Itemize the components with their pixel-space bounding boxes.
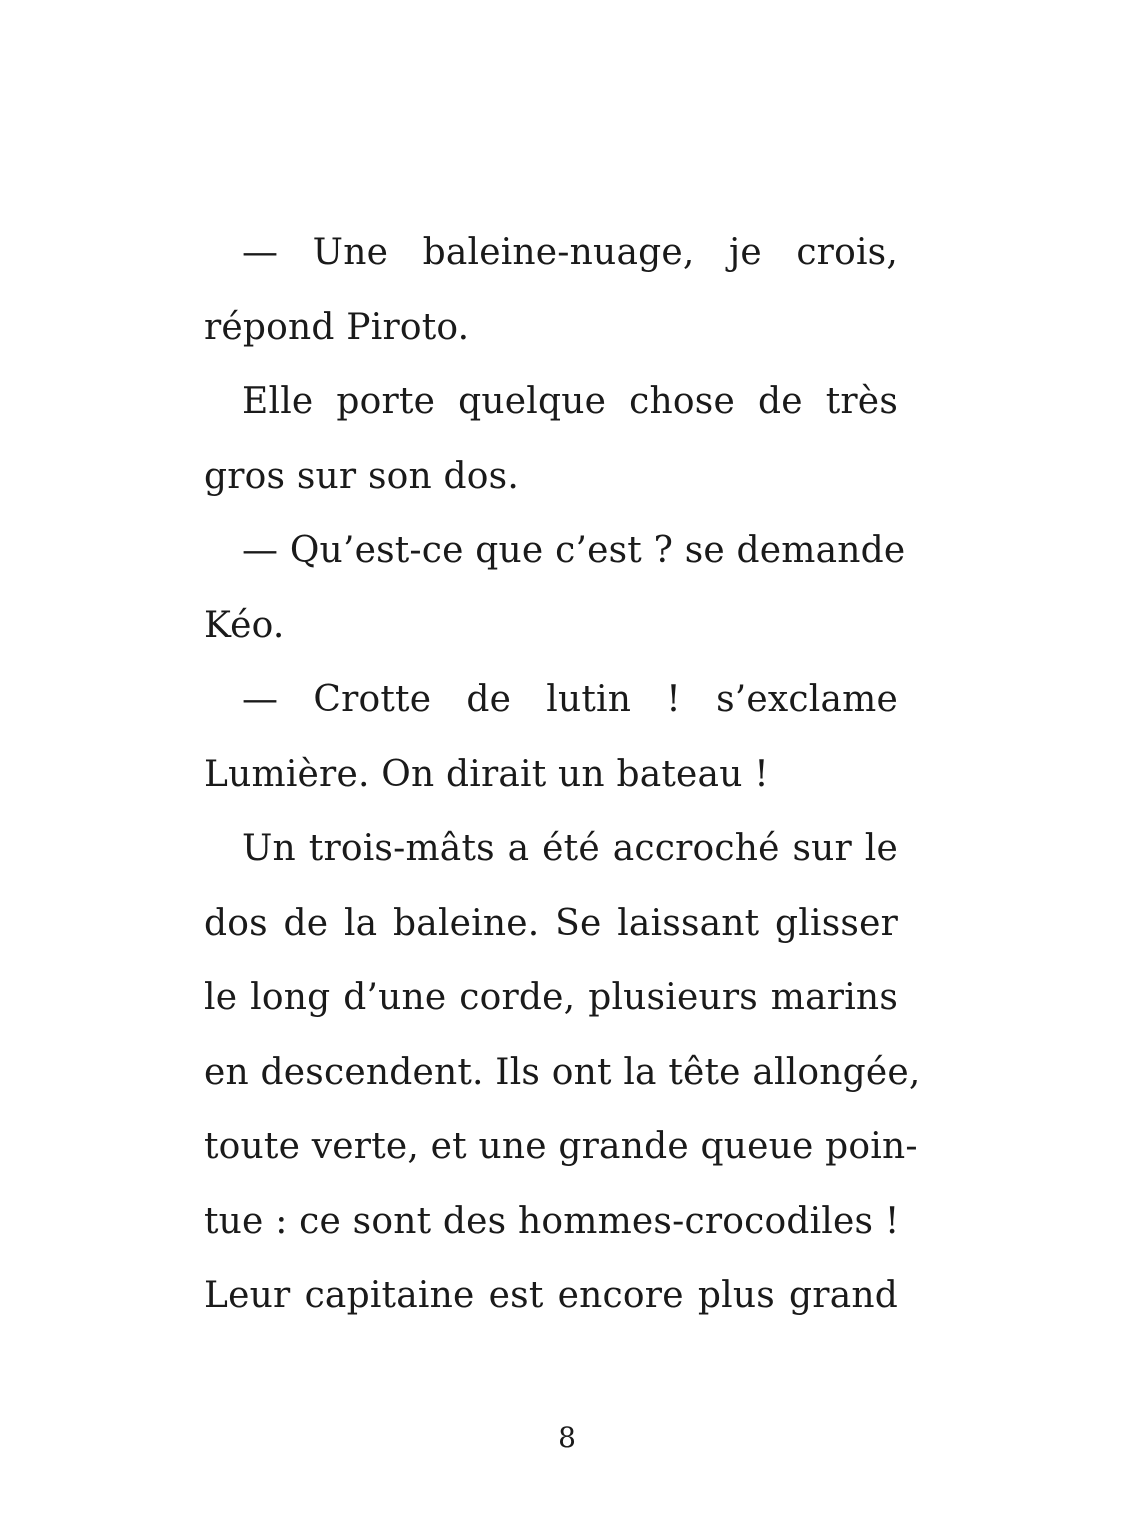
text-line: toute verte, et une grande queue poin-: [204, 1126, 918, 1167]
text-line: Lumière. On dirait un bateau !: [204, 753, 769, 795]
text-line: Kéo.: [204, 604, 285, 646]
text-line: en descendent. Ils ont la tête allongée,: [204, 1051, 921, 1093]
text-line: dos de la baleine. Se laissant glisser: [204, 902, 898, 944]
text-line: — Crotte de lutin ! s’exclame: [242, 679, 898, 720]
text-line: gros sur son dos.: [204, 455, 519, 497]
text-line: Un trois-mâts a été accroché sur le: [242, 828, 898, 869]
body-text: [204, 222, 921, 1340]
text-line: répond Piroto.: [204, 306, 470, 348]
text-line: tue : ce sont des hommes-crocodiles !: [204, 1200, 900, 1242]
text-line: Elle porte quelque chose de très: [242, 381, 898, 422]
text-line: — Une baleine-nuage, je crois,: [242, 232, 898, 273]
text-line: le long d’une corde, plusieurs marins: [204, 977, 898, 1018]
text-line: Leur capitaine est encore plus grand: [204, 1275, 898, 1316]
text-line: — Qu’est-ce que c’est ? se demande: [242, 530, 906, 571]
page-number: 8: [558, 1421, 576, 1454]
